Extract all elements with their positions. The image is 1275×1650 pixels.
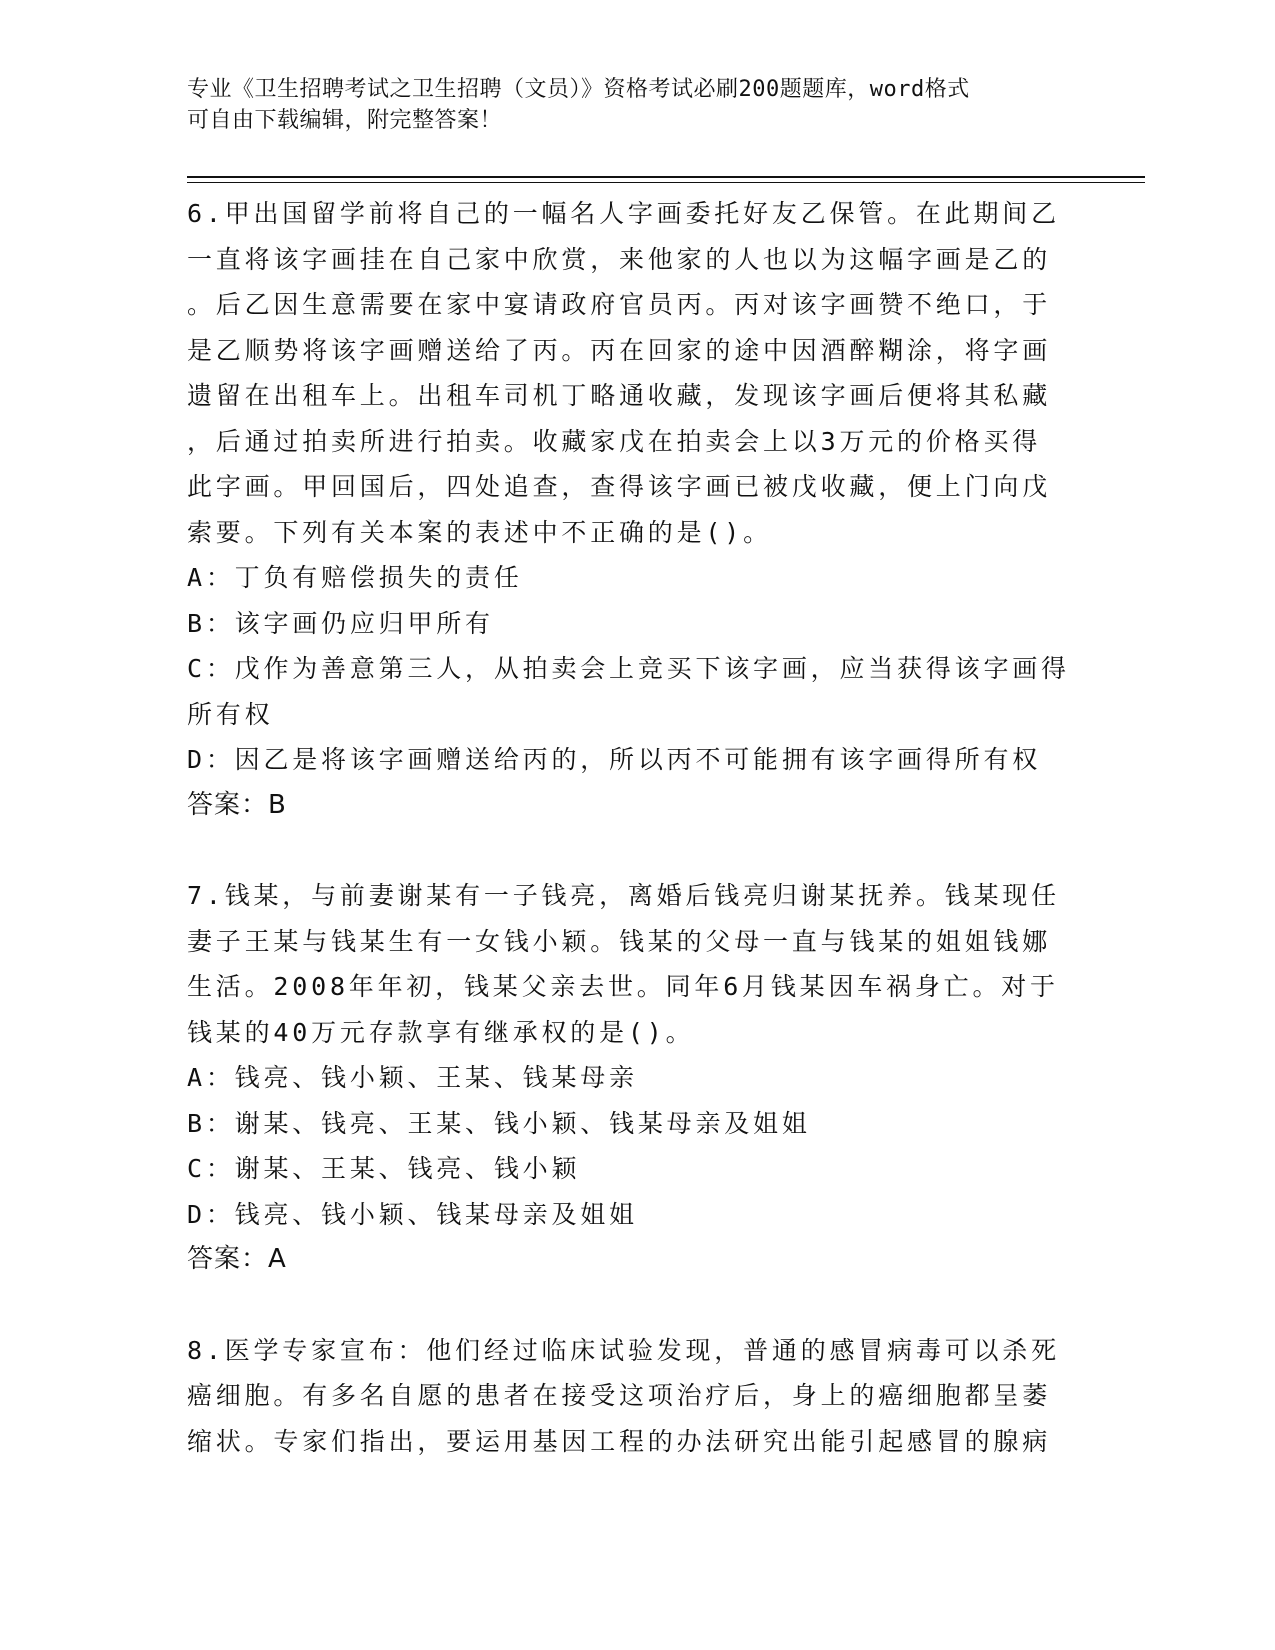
question-7	[187, 873, 1077, 1283]
stem-line: 一直将该字画挂在自己家中欣赏，来他家的人也以为这幅字画是乙的	[187, 244, 1052, 274]
stem-line: 妻子王某与钱某生有一女钱小颖。钱某的父母一直与钱某的姐姐钱娜	[187, 926, 1052, 956]
stem-line: 。后乙因生意需要在家中宴请政府官员丙。丙对该字画赞不绝口，于	[187, 290, 1052, 319]
answer-label: 答案：A	[187, 1244, 287, 1274]
question-list	[187, 191, 1077, 1464]
header-rule-thin	[187, 182, 1145, 183]
option-a: A：丁负有赔偿损失的责任	[187, 563, 523, 592]
option-d: D：钱亮、钱小颖、钱某母亲及姐姐	[187, 1199, 638, 1229]
question-stem	[187, 873, 1077, 1055]
header-line-2: 可自由下载编辑，附完整答案！	[187, 108, 503, 133]
question-stem	[187, 191, 1077, 555]
stem-line: ，后通过拍卖所进行拍卖。收藏家戊在拍卖会上以3万元的价格买得	[187, 426, 1042, 456]
option-b: B：谢某、钱亮、王某、钱小颖、钱某母亲及姐姐	[187, 1108, 811, 1138]
stem-line: 钱某的40万元存款享有继承权的是()。	[187, 1017, 695, 1047]
option-a: A：钱亮、钱小颖、王某、钱某母亲	[187, 1063, 638, 1092]
stem-line: 8.医学专家宣布：他们经过临床试验发现，普通的感冒病毒可以杀死	[187, 1335, 1060, 1365]
option-c: C：谢某、王某、钱亮、钱小颖	[187, 1154, 581, 1183]
stem-line: 6.甲出国留学前将自己的一幅名人字画委托好友乙保管。在此期间乙	[187, 199, 1060, 228]
option-b: B：该字画仍应归甲所有	[187, 608, 494, 638]
stem-line: 7.钱某，与前妻谢某有一子钱亮，离婚后钱亮归谢某抚养。钱某现任	[187, 881, 1060, 910]
option-d: D：因乙是将该字画赠送给丙的，所以丙不可能拥有该字画得所有权	[187, 745, 1042, 774]
question-stem	[187, 1328, 1077, 1465]
stem-line: 生活。2008年年初，钱某父亲去世。同年6月钱某因车祸身亡。对于	[187, 972, 1059, 1001]
page-header	[187, 74, 1067, 136]
stem-line: 缩状。专家们指出，要运用基因工程的办法研究出能引起感冒的腺病	[187, 1426, 1052, 1456]
stem-line: 癌细胞。有多名自愿的患者在接受这项治疗后，身上的癌细胞都呈萎	[187, 1381, 1052, 1410]
question-spacer	[187, 1283, 1077, 1328]
answer-label: 答案：B	[187, 789, 287, 820]
question-6	[187, 191, 1077, 828]
header-rule-thick	[187, 176, 1145, 178]
stem-line: 索要。下列有关本案的表述中不正确的是()。	[187, 517, 772, 547]
stem-line: 遗留在出租车上。出租车司机丁略通收藏，发现该字画后便将其私藏	[187, 381, 1052, 410]
question-spacer	[187, 828, 1077, 873]
question-8	[187, 1328, 1077, 1465]
stem-line: 此字画。甲回国后，四处追查，查得该字画已被戊收藏，便上门向戊	[187, 472, 1052, 501]
stem-line: 是乙顺势将该字画赠送给了丙。丙在回家的途中因酒醉糊涂，将字画	[187, 335, 1052, 365]
option-c: C：戊作为善意第三人，从拍卖会上竞买下该字画，应当获得该字画得 所有权	[187, 654, 1070, 729]
header-line-1: 专业《卫生招聘考试之卫生招聘（文员）》资格考试必刷200题题库，word格式	[187, 77, 970, 102]
